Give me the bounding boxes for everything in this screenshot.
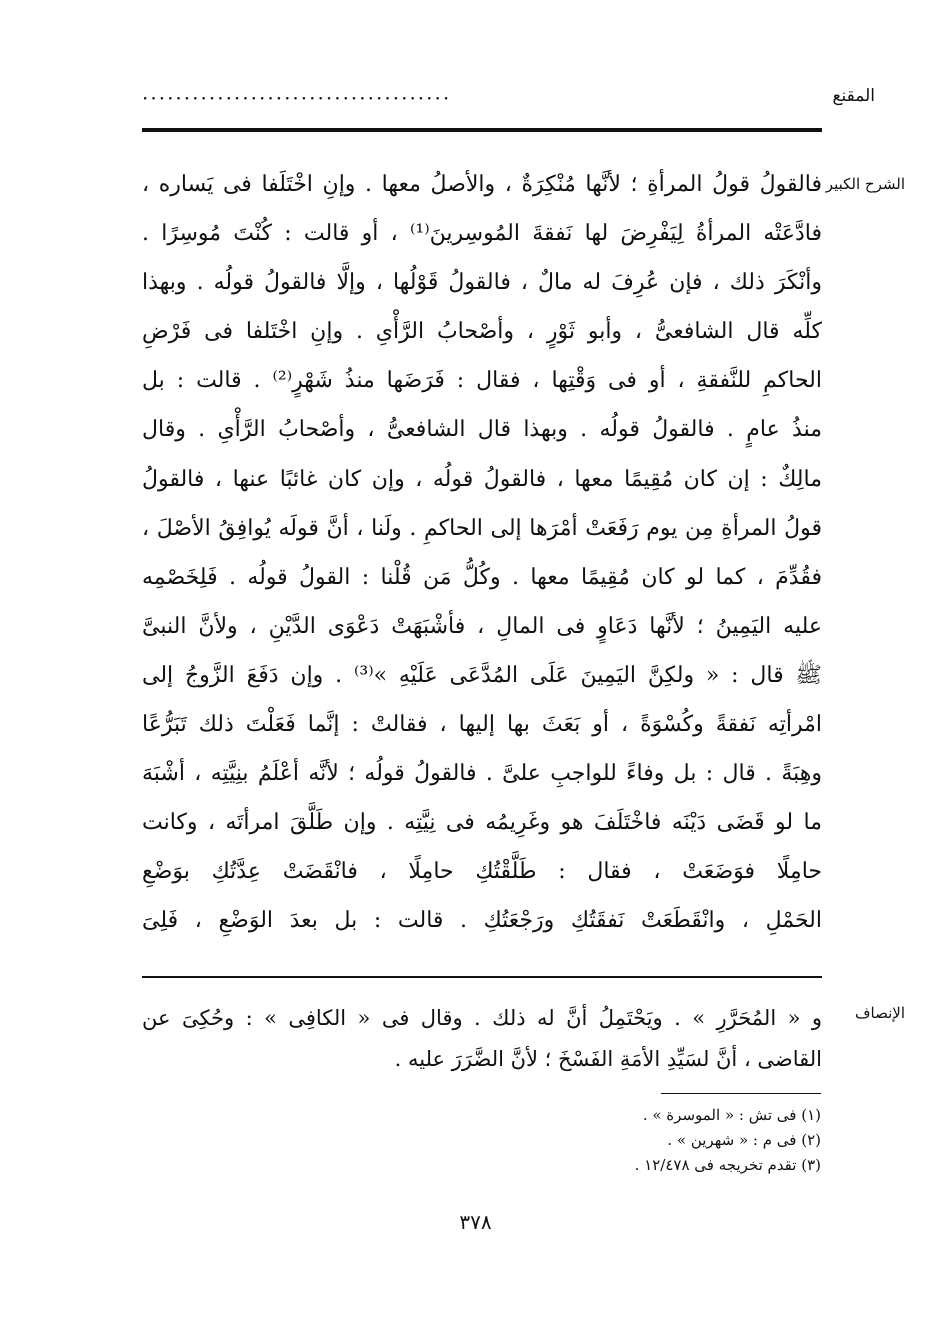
- text-line: مالِكٌ : إن كان مُقِيمًا معها ، فالقولُ قولُه ، وإن كان غائبًا عنها ، فالقولُ: [142, 466, 822, 492]
- main-commentary-text: [142, 160, 822, 946]
- text-line: وهِبَةً . قال : بل وفاءً للواجبِ علىَّ . فالقولُ قولُه ؛ لأنَّه أعْلَمُ بنِيَّتِه ، أشْبَهَ: [142, 761, 822, 787]
- text-line: وأنْكَرَ ذلك ، فإن عُرِفَ له مالٌ ، فالقولُ قَوْلُها ، وإلَّا فالقولُ قولُه . وبهذا: [142, 270, 822, 296]
- insaf-text: [142, 998, 822, 1080]
- text-line: فالقولُ قولُ المرأةِ ؛ لأنَّها مُنْكِرَةٌ ، والأصلُ معها . وإنِ اخْتَلَفا فى يَساره ،: [142, 172, 822, 197]
- footnote: (١) فى تش : « الموسرة » .: [642, 1106, 821, 1124]
- text-line: كلِّه قال الشافعىُّ ، وأبو ثَوْرٍ ، وأصْحابُ الرَّأْىِ . وإنِ اخْتَلفا فى فَرْضِ: [142, 319, 822, 345]
- footnote: (٢) فى م : « شهرين » .: [667, 1131, 821, 1149]
- footnote: (٣) تقدم تخريجه فى ١٢/٤٧٨ .: [634, 1156, 821, 1174]
- section-divider: [142, 976, 822, 978]
- text-line: ما لو قَضَى دَيْنَه فاخْتَلَفَ هو وغَرِيمُه فى نِيَّتِه . وإن طَلَّقَ امرأتَه ، وكانت: [142, 810, 822, 836]
- header-rule: [142, 128, 822, 132]
- text-line: قولُ المرأةِ مِن يوم رَفَعَتْ أمْرَها إلى الحاكمِ . ولَنا ، أنَّ قولَه يُوافِقُ الأصْلَ ،: [142, 515, 822, 541]
- text-line: امْرأتِه نَفقةً وكُسْوَةً ، أو بَعَثَ بها إليها ، فقالتْ : إنَّما فَعَلْتَ ذلك تَبَرُّعًا: [142, 712, 822, 738]
- footnote-rule: [661, 1093, 821, 1094]
- side-label-sharh: الشرح الكبير: [825, 175, 905, 193]
- text-line: عليه اليَمِينُ ؛ لأنَّها دَعَاوٍ فى المالِ ، فأشْبَهَتْ دَعْوَى الدَّيْنِ ، ولأنَّ النبىَّ: [142, 613, 822, 639]
- footnotes: [635, 1103, 821, 1178]
- header-leader-dots: ·····································: [142, 86, 452, 110]
- side-label-insaf: الإنصاف: [854, 1004, 905, 1022]
- text-line: منذُ عامٍ . فالقولُ قولُه . وبهذا قال الشافعىُّ ، وأصْحابُ الرَّأْىِ . وقال: [142, 417, 822, 443]
- text-line: الحَمْلِ ، وانْقَطَعَتْ نَفقَتُكِ ورَجْعَتُكِ . قالت : بل بعدَ الوَضْعِ ، فَلِىَ: [142, 908, 822, 934]
- text-line: القاضى ، أنَّ لسَيِّدِ الأمَةِ الفَسْخَ ؛ لأنَّ الضَّرَرَ عليه .: [394, 1047, 822, 1071]
- text-line: فادَّعَتْه المرأةُ لِيَفْرِضَ لها نَفقةَ المُوسِرينَ⁽¹⁾ ، أو قالت : كُنْتَ مُوسِرًا .: [142, 221, 822, 247]
- text-line: الحاكمِ للنَّفقةِ ، أو فى وَقْتِها ، فقال : فَرَضَها منذُ شَهْرٍ⁽²⁾ . قالت : بل: [142, 368, 822, 394]
- text-line: فقُدِّمَ ، كما لو كان مُقِيمًا معها . وكُلُّ مَن قُلْنا : القولُ قولُه . فَلِخَصْمِه: [142, 564, 822, 590]
- running-header-title: المقنع: [832, 86, 875, 106]
- text-line: ﷺ قال : « ولكِنَّ اليَمِينَ عَلَى المُدَّعَى عَلَيْهِ »⁽³⁾ . وإن دَفَعَ الزَّوجُ إلى: [142, 662, 822, 688]
- text-line: حامِلًا فوَضَعَتْ ، فقال : طَلَّقْتُكِ حامِلًا ، فانْقَضَتْ عِدَّتُكِ بوَضْعِ: [142, 859, 822, 885]
- text-line: و « المُحَرَّرِ » . ويَحْتَمِلُ أنَّ له ذلك . وقال فى « الكافِى » : وحُكِىَ عن: [142, 1006, 822, 1030]
- page-number: ٣٧٨: [459, 1210, 492, 1234]
